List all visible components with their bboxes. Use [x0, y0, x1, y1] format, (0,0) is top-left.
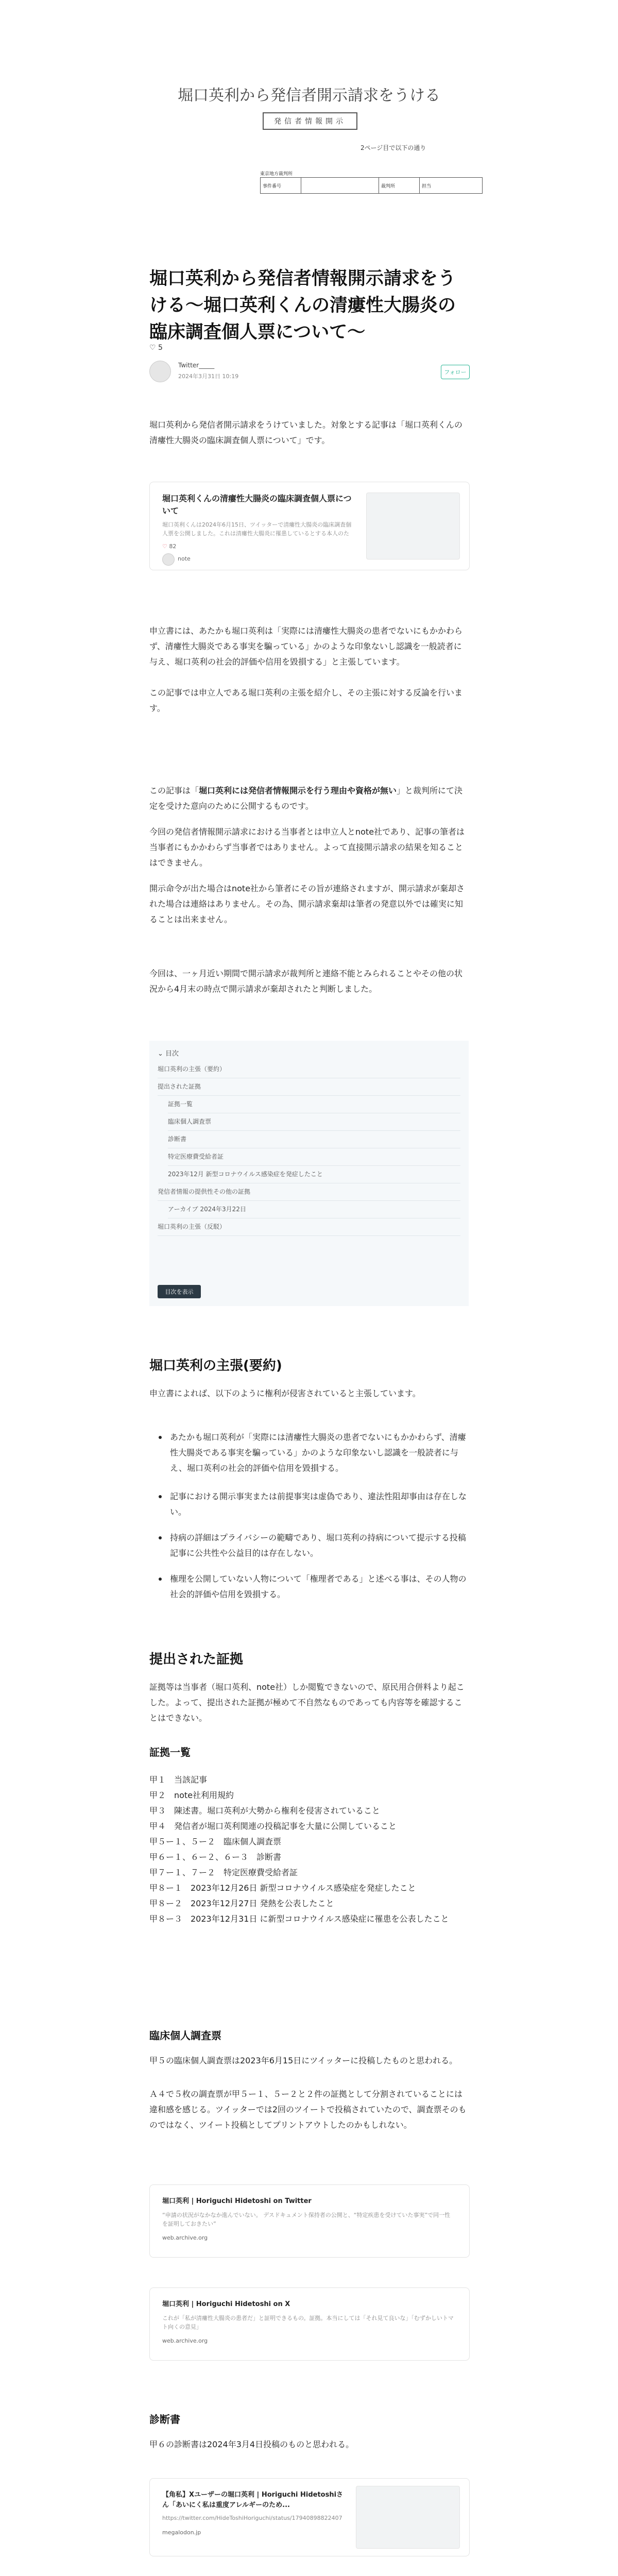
evidence-item: 甲８ー２ 2023年12月27日 発熱を公表したこと	[149, 1899, 334, 1908]
paragraph: Ａ４で５枚の調査票が甲５ー１、５ー２と２件の証拠として分割されていることには違和感を感じる。ツイッターでは2回のツイートで投稿されていたので、調査票そのものではなく、ツイート投稿としてプリントアウトしたのかもしれない。	[149, 2089, 467, 2130]
card-stat: ♡ 82	[162, 543, 177, 550]
evidence-item: 甲４ 発信者が堀口英利関連の投稿記事を大量に公開していること	[149, 1821, 397, 1831]
toc-item[interactable]: 特定医療費受給者証	[168, 1148, 460, 1166]
like-count[interactable]	[149, 344, 469, 352]
card-site: web.archive.org	[162, 2234, 208, 2241]
paragraph: 申立書には、あたかも堀口英利は「実際には清瘻性大腸炎の患者でないにもかかわらず、清瘻性大腸炎である事実を騙っている」かのような印象ないし認識を一般読者に与え、堀口英利の社会的評価や信用を毀損する」と主張しています。	[149, 626, 463, 667]
embed-card-twitter[interactable]	[149, 2184, 470, 2258]
like-number: 5	[158, 344, 163, 352]
card-title: 堀口英利 | Horiguchi Hidetoshi on Twitter	[162, 2197, 312, 2205]
toc-head: ⌄ 目次	[158, 1050, 179, 1058]
form-tag: 東京地方裁判所	[260, 172, 293, 177]
subsection-heading: 診断書	[149, 2413, 180, 2426]
card-desc: https://twitter.com/HideToshiHoriguchi/status/17940898822407	[162, 2515, 342, 2521]
post-date: 2024年3月31日 10:19	[178, 373, 239, 380]
card-desc: “申請の状況がなかなか進んでいない。 デスドキュメント保持者の公開と、“特定疾患を受けていた事実”で同一性を証明しておきたい”	[162, 2212, 451, 2227]
toc-item[interactable]: 発信者情報の提供性その他の証拠	[158, 1183, 460, 1201]
evidence-item: 甲８ー１ 2023年12月26日 新型コロナウイルス感染症を発症したこと	[149, 1883, 416, 1893]
paragraph: 開示命令が出た場合はnote社から筆者にその旨が連絡されますが、開示請求が棄却された場合は連絡はありません。その為、開示請求棄却は筆者の発意以外では確実に知ることは出来ません。	[149, 884, 465, 924]
hero-form	[260, 170, 482, 201]
card-title: 堀口英利 | Horiguchi Hidetoshi on X	[162, 2300, 290, 2308]
form-row	[260, 177, 483, 194]
follow-button[interactable]: フォロー	[441, 365, 470, 379]
table-of-contents	[149, 1041, 469, 1306]
form-boxes	[301, 178, 379, 193]
evidence-item: 甲５ー１、５ー２ 臨床個人調査票	[149, 1837, 282, 1846]
author-bar	[149, 361, 469, 381]
toc-item[interactable]: 堀口英利の主張（反駁）	[158, 1218, 460, 1236]
hero-stamp: 発信者情報開示	[263, 112, 357, 130]
toc-item[interactable]: 診断書	[168, 1130, 460, 1148]
chevron-down-icon[interactable]: ⌄	[158, 1050, 163, 1058]
card-avatar	[162, 553, 175, 566]
list-item: 記事における開示事実または前提事実は虚偽であり、違法性阻却事由は存在しない。	[170, 1489, 469, 1520]
paragraph: 申立書によれば、以下のように権利が侵害されていると主張しています。	[149, 1388, 421, 1398]
paragraph: 今回の発信者情報開示請求における当事者とは申立人とnote社であり、記事の筆者は当事者にもかかわらず当事者ではありません。よって直接開示請求の結果を知ることはできません。	[149, 827, 465, 868]
heart-icon: ♡	[162, 543, 167, 550]
paragraph: この記事では申立人である堀口英利の主張を紹介し、その主張に対する反論を行います。	[149, 688, 463, 713]
section-heading: 堀口英利の主張(要約)	[149, 1358, 282, 1374]
toc-item[interactable]: 2023年12月 新型コロナウイルス感染症を発症したこと	[168, 1165, 460, 1183]
hero-title: 堀口英利から発信者開示請求をうける	[178, 87, 440, 105]
embed-card-x[interactable]	[149, 2287, 470, 2361]
hero-note: 2ページ目で以下の通り	[360, 144, 426, 151]
heart-icon[interactable]: ♡	[149, 344, 156, 352]
section-heading: 提出された証拠	[149, 1652, 244, 1667]
article-title: 堀口英利から発信者情報開示請求をうける〜堀口英利くんの清瘻性大腸炎の臨床調査個人票について〜	[149, 268, 456, 343]
form-cell: 担当	[422, 183, 432, 189]
avatar[interactable]	[149, 361, 171, 382]
paragraph: 甲６の診断書は2024年3月4日投稿のものと思われる。	[149, 2439, 354, 2449]
toc-item[interactable]: 堀口英利の主張（要約）	[158, 1060, 460, 1078]
subsection-heading: 証拠一覧	[149, 1746, 191, 1758]
paragraph-highlight: この記事は「堀口英利には発信者情報開示を行う理由や資格が無い」と裁判所にて決定を受けた意向のために公開するものです。	[149, 786, 463, 811]
form-cell: 裁判所	[379, 178, 420, 193]
card-site: note	[178, 555, 191, 562]
form-cell: 事件番号	[261, 178, 301, 193]
toc-item[interactable]: アーカイブ 2024年3月22日	[168, 1200, 460, 1218]
list-item: あたかも堀口英利が「実際には清瘻性大腸炎の患者でないにもかかわらず、清瘻性大腸炎である事実を騙っている」かのような印象ないし認識を一般読者に与え、堀口英利の社会的評価や信用を毀損する。	[170, 1430, 469, 1476]
list-item: 持病の詳細はプライバシーの範疇であり、堀口英利の持病について提示する投稿記事に公共性や公益目的は存在しない。	[170, 1530, 469, 1561]
toc-item[interactable]: 臨床個人調査票	[168, 1113, 460, 1131]
card-site: megalodon.jp	[162, 2529, 201, 2536]
list-item: 権理を公開していない人物について「権理者である」と述べる事は、その人物の社会的評価や信用を毀損する。	[170, 1571, 469, 1602]
toc-item[interactable]: 提出された証拠	[158, 1078, 460, 1096]
card-title: 【角私】Xユーザーの堀口英利 | Horiguchi Hidetoshiさん「あいにく私は重度アレルギーのため...	[162, 2491, 344, 2509]
author-name[interactable]: Twitter_____	[178, 362, 215, 369]
paragraph: 甲５の臨床個人調査票は2023年6月15日にツイッターに投稿したものと思われる。	[149, 2056, 458, 2065]
card-thumbnail	[356, 2486, 460, 2549]
card-title: 堀口英利くんの清瘻性大腸炎の臨床調査個人票について	[162, 494, 352, 516]
evidence-item: 甲１ 当該記事	[149, 1775, 208, 1785]
evidence-item: 甲８ー３ 2023年12月31日 に新型コロナウイルス感染症に罹患を公表したこと	[149, 1914, 449, 1924]
evidence-item: 甲２ note社利用規約	[149, 1790, 234, 1800]
evidence-item: 甲７ー１、７ー２ 特定医療費受給者証	[149, 1868, 298, 1877]
intro-paragraph: 堀口英利から発信者開示請求をうけていました。対象とする記事は「堀口英利くんの清瘻性大腸炎の臨床調査個人票について」です。	[149, 420, 463, 445]
card-desc: 堀口英利くんは2024年6月15日、ツイッターで清瘻性大腸炎の臨床調査個人票を公開しました。これは清瘻性大腸炎に罹患しているとする本人のた	[162, 521, 352, 537]
subsection-heading: 臨床個人調査票	[149, 2029, 221, 2042]
card-site: web.archive.org	[162, 2337, 208, 2344]
paragraph: 今回は、一ヶ月近い期間で開示請求が裁判所と連絡不能とみられることやその他の状況から4月末の時点で開示請求が棄却されたと判断しました。	[149, 969, 463, 994]
evidence-item: 甲６ー１、６ー２、６ー３ 診断書	[149, 1852, 282, 1862]
evidence-item: 甲３ 陳述書。堀口英利が大勢から権利を侵害されていること	[149, 1806, 381, 1816]
card-desc: これが「私が清瘻性大腸炎の患者だ」と証明できるもの。証拠。本当にしては「それ見て良いな」「むずかしいトマト向くの意見」	[162, 2315, 454, 2330]
card-thumbnail	[366, 493, 460, 560]
embed-card-megalodon[interactable]	[149, 2478, 470, 2556]
toc-more-button[interactable]: 目次を表示	[158, 1285, 201, 1298]
embed-card-article[interactable]	[149, 482, 470, 570]
highlight-text: 堀口英利には発信者情報開示を行う理由や資格が無い	[199, 786, 397, 795]
paragraph: 証拠等は当事者（堀口英利、note社）しか閲覧できないので、原民用合併料より起こした。よって、提出された証拠が極めて不自然なものであっても内容等を確認することはできない。	[149, 1682, 465, 1723]
toc-item[interactable]: 証拠一覧	[168, 1095, 460, 1113]
